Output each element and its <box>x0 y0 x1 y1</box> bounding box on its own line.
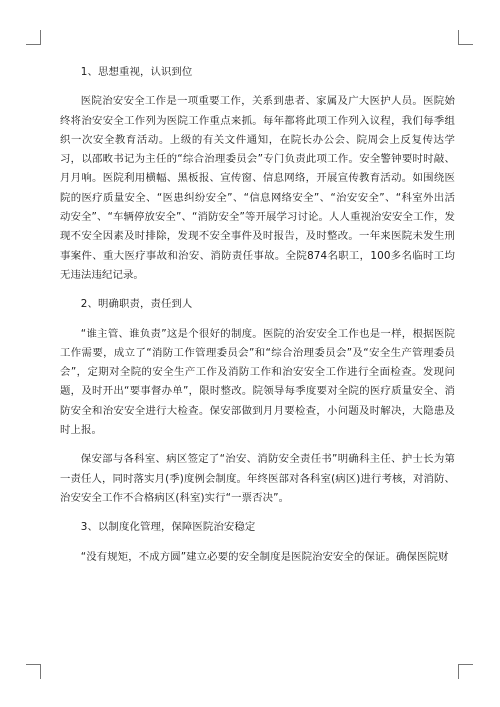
section-heading: 3、以制度化管理，保障医院治安稳定 <box>80 521 256 534</box>
crop-mark-bottom-left <box>26 664 41 679</box>
section-heading: 2、明确职责，责任到人 <box>80 298 193 311</box>
body-paragraph: 保安部与各科室、病区签定了“治安、消防安全责任书”明确科主任、护士长为第一责任人，同时落实月(季)度例会制度。年终医部对各科室(病区)进行考核，对消防、治安安全工作不合格病区(科室)实行“一票否决”。 <box>60 453 455 504</box>
section-heading: 1、思想重视，认识到位 <box>80 66 193 78</box>
body-paragraph: “没有规矩，不成方圆”建立必要的安全制度是医院治安安全的保证。确保医院财 <box>80 550 449 563</box>
body-paragraph: “谁主管、谁负责”这是个很好的制度。医院的治安安全工作也是一样，根据医院工作需要，成立了“消防工作管理委员会”和“综合治理委员会”及“安全生产管理委员会”，定期对全院的安全生产工作及消防工作和治安安全工作进行全面检查。发现问题，及时开出“要事督办单”，限时整改。院领导每季度要对全院的医疗质量安全、消防安全和治安安全进行大检查。保安部做到月月要检查，小问题及时解决，大隐患及时上报。 <box>60 327 455 437</box>
document-body <box>60 63 455 567</box>
body-paragraph: 医院治安安全工作是一项重要工作，关系到患者、家属及广大医护人员。医院始终将治安安全工作列为医院工作重点来抓。每年都将此项工作列入议程，我们每季组织一次安全教育活动。上级的有关文件通知，在院长办公会、院周会上反复传达学习，以邵畋书记为主任的“综合治理委员会”专门负责此项工作。安全警钟要时时敲、月月响。医院利用横幅、黑板报、宣传窗、信息网络，开展宣传教育活动。如围绕医院的医疗质量安全、“医患纠纷安全”、“信息网络安全”、“治安安全”、“科室外出活动安全”、“车辆停放安全”、“消防安全”等开展学习讨论。人人重视治安安全工作，发现不安全因素及时排除，发现不安全事件及时报告，及时整改。一年来医院未发生刑事案件、重大医疗事故和治安、消防责任事故。全院874名职工，100多名临时工均无违法违纪记录。 <box>60 95 455 281</box>
crop-mark-bottom-right <box>458 664 473 679</box>
crop-mark-top-left <box>26 30 41 45</box>
crop-mark-top-right <box>458 30 473 45</box>
